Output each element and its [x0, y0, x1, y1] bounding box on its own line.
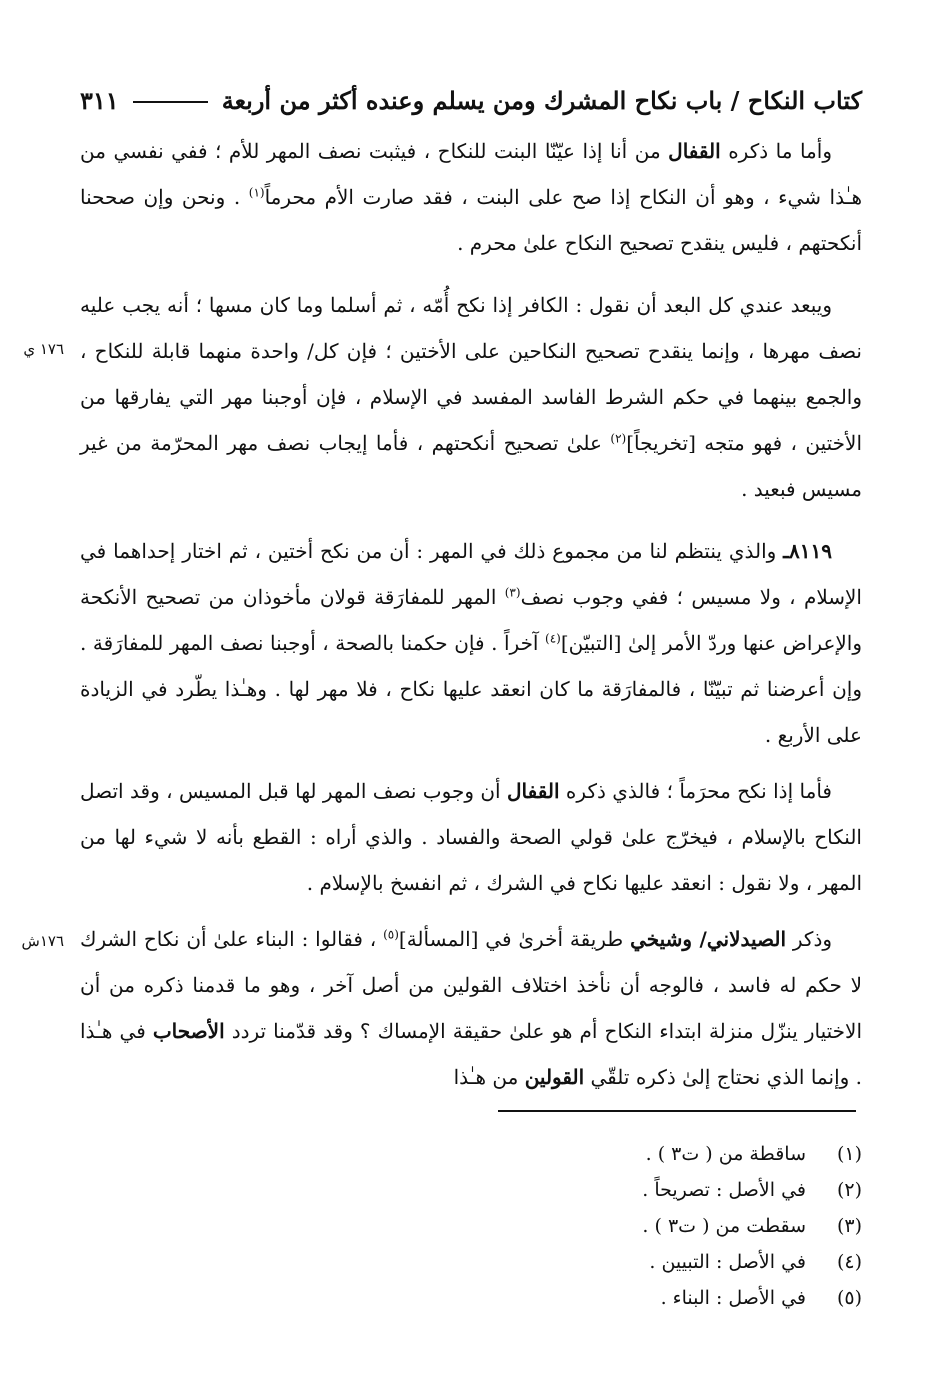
text-span: فأما إذا نكح محرَماً ؛ فالذي ذكره	[559, 779, 832, 803]
footnote-text: ساقطة من ( ت٣ ) .	[645, 1143, 806, 1165]
footnote-number: (٣)	[836, 1215, 862, 1237]
text-span: علىٰ تصحيح أنكحتهم ، فأما إيجاب نصف مهر المحرّمة من غير مسيس فبعيد .	[80, 431, 862, 501]
page-number: ٣١١	[80, 85, 119, 115]
paragraph-3	[80, 528, 862, 758]
footnote-item	[80, 1172, 862, 1208]
footnote-ref: (٢)	[610, 431, 627, 446]
footnote-text: في الأصل : البناء .	[660, 1287, 806, 1309]
text-span: المهر للمفارَقة قولان مأخوذان من تصحيح الأنكحة والإعراض عنها وردّ الأمر إلىٰ [التبيّن]	[80, 585, 862, 655]
footnote-item	[80, 1208, 862, 1244]
bold-name: القفال	[668, 139, 721, 163]
main-text	[80, 128, 862, 1110]
paragraph-5	[80, 916, 862, 1100]
text-span: من أنا إذا عيّنّا البنت للنكاح ، فيثبت نصف المهر للأم ؛ ففي نفسي من هـٰذا شيء ، وهو أن النكاح إذا صح على البنت ، فقد صارت الأم محرماً	[80, 139, 862, 209]
paragraph-2	[80, 282, 862, 512]
footnote-ref: (٤)	[545, 631, 561, 646]
section-number: ٨١١٩ـ	[783, 539, 832, 563]
footnote-text: في الأصل : تصريحاً .	[642, 1179, 806, 1201]
footnote-number: (٥)	[836, 1287, 862, 1309]
text-span: في هـٰذا . وإنما الذي نحتاج إلىٰ ذكره تلقّي	[80, 1019, 862, 1089]
bold-name: القفال	[507, 779, 560, 803]
text-span: من هـٰذا	[453, 1065, 525, 1089]
text-span: . ونحن وإن صححنا أنكحتهم ، فليس ينقدح تصحيح النكاح علىٰ محرم .	[80, 185, 862, 255]
text-span: آخراً . فإن حكمنا بالصحة ، أوجبنا نصف المهر للمفارَقة . وإن أعرضنا ثم تبيّنّا ، فالمفارَقة ما كان انعقد عليها نكاح ، فلا مهر لها . وهـٰذا يطّرد في الزيادة على الأربع .	[80, 631, 862, 747]
text-span: طريقة أخرىٰ في [المسألة]	[398, 927, 631, 951]
header-rule	[133, 101, 208, 103]
text-span: وأما ما ذكره	[720, 139, 832, 163]
text-span: وذكر	[786, 927, 833, 951]
footnote-rule	[498, 1110, 856, 1112]
bold-name: الصيدلاني/ وشيخي	[630, 927, 787, 951]
footnotes	[80, 1136, 862, 1316]
text-span: والذي ينتظم لنا من مجموع ذلك في المهر : أن من نكح أختين ، ثم اختار إحداهما في الإسلام ، ولا مسيس ؛ ففي وجوب نصف	[80, 539, 862, 609]
footnote-ref: (١)	[248, 185, 265, 200]
margin-note-2: ١٧٦ش	[21, 932, 64, 950]
margin-note-1: ١٧٦ ي	[23, 340, 64, 358]
text-span: أن وجوب نصف المهر لها قبل المسيس ، وقد اتصل النكاح بالإسلام ، فيخرّج علىٰ قولي الصحة والفساد . والذي أراه : القطع بأنه لا شيء لها من المهر ، ولا نقول : انعقد عليها نكاح في الشرك ، ثم انفسخ بالإسلام .	[80, 779, 862, 895]
text-span: ، فقالوا : البناء علىٰ أن نكاح الشرك لا حكم له فاسد ، فالوجه أن نأخذ اختلاف القولين من أصل آخر ، وهو ما قدمنا ذكره من أن الاختيار ينزّل منزلة ابتداء النكاح أم هو علىٰ حقيقة الإمساك ؟ وقد قدّمنا تردد	[80, 927, 863, 1043]
running-header	[80, 80, 862, 120]
footnote-item	[80, 1280, 862, 1316]
footnote-item	[80, 1244, 862, 1280]
paragraph-1	[80, 128, 862, 266]
footnote-number: (١)	[836, 1143, 862, 1165]
header-title: كتاب النكاح / باب نكاح المشرك ومن يسلم وعنده أكثر من أربعة	[221, 85, 862, 115]
footnote-item	[80, 1136, 862, 1172]
footnote-ref: (٥)	[383, 927, 399, 942]
bold-name: القولين	[524, 1065, 585, 1089]
footnote-ref: (٣)	[504, 585, 521, 600]
footnote-text: سقطت من ( ت٣ ) .	[642, 1215, 806, 1237]
footnote-number: (٤)	[836, 1251, 862, 1273]
text-span: ويبعد عندي كل البعد أن نقول : الكافر إذا نكح أُمّه ، ثم أسلما وما كان مسها ؛ أنه يجب عليه نصف مهرها ، وإنما ينقدح تصحيح النكاحين على الأختين ؛ فإن كل/ واحدة منهما قابلة للنكاح ، والجمع بينهما في حكم الشرط الفاسد المفسد في الإسلام ، فإن أوجبنا مهر التي يفارقها من الأختين ، فهو متجه [تخريجاً]	[80, 293, 862, 455]
paragraph-4	[80, 768, 862, 906]
footnote-text: في الأصل : التبيين .	[649, 1251, 806, 1273]
footnote-number: (٢)	[836, 1179, 862, 1201]
bold-name: الأصحاب	[152, 1019, 225, 1043]
